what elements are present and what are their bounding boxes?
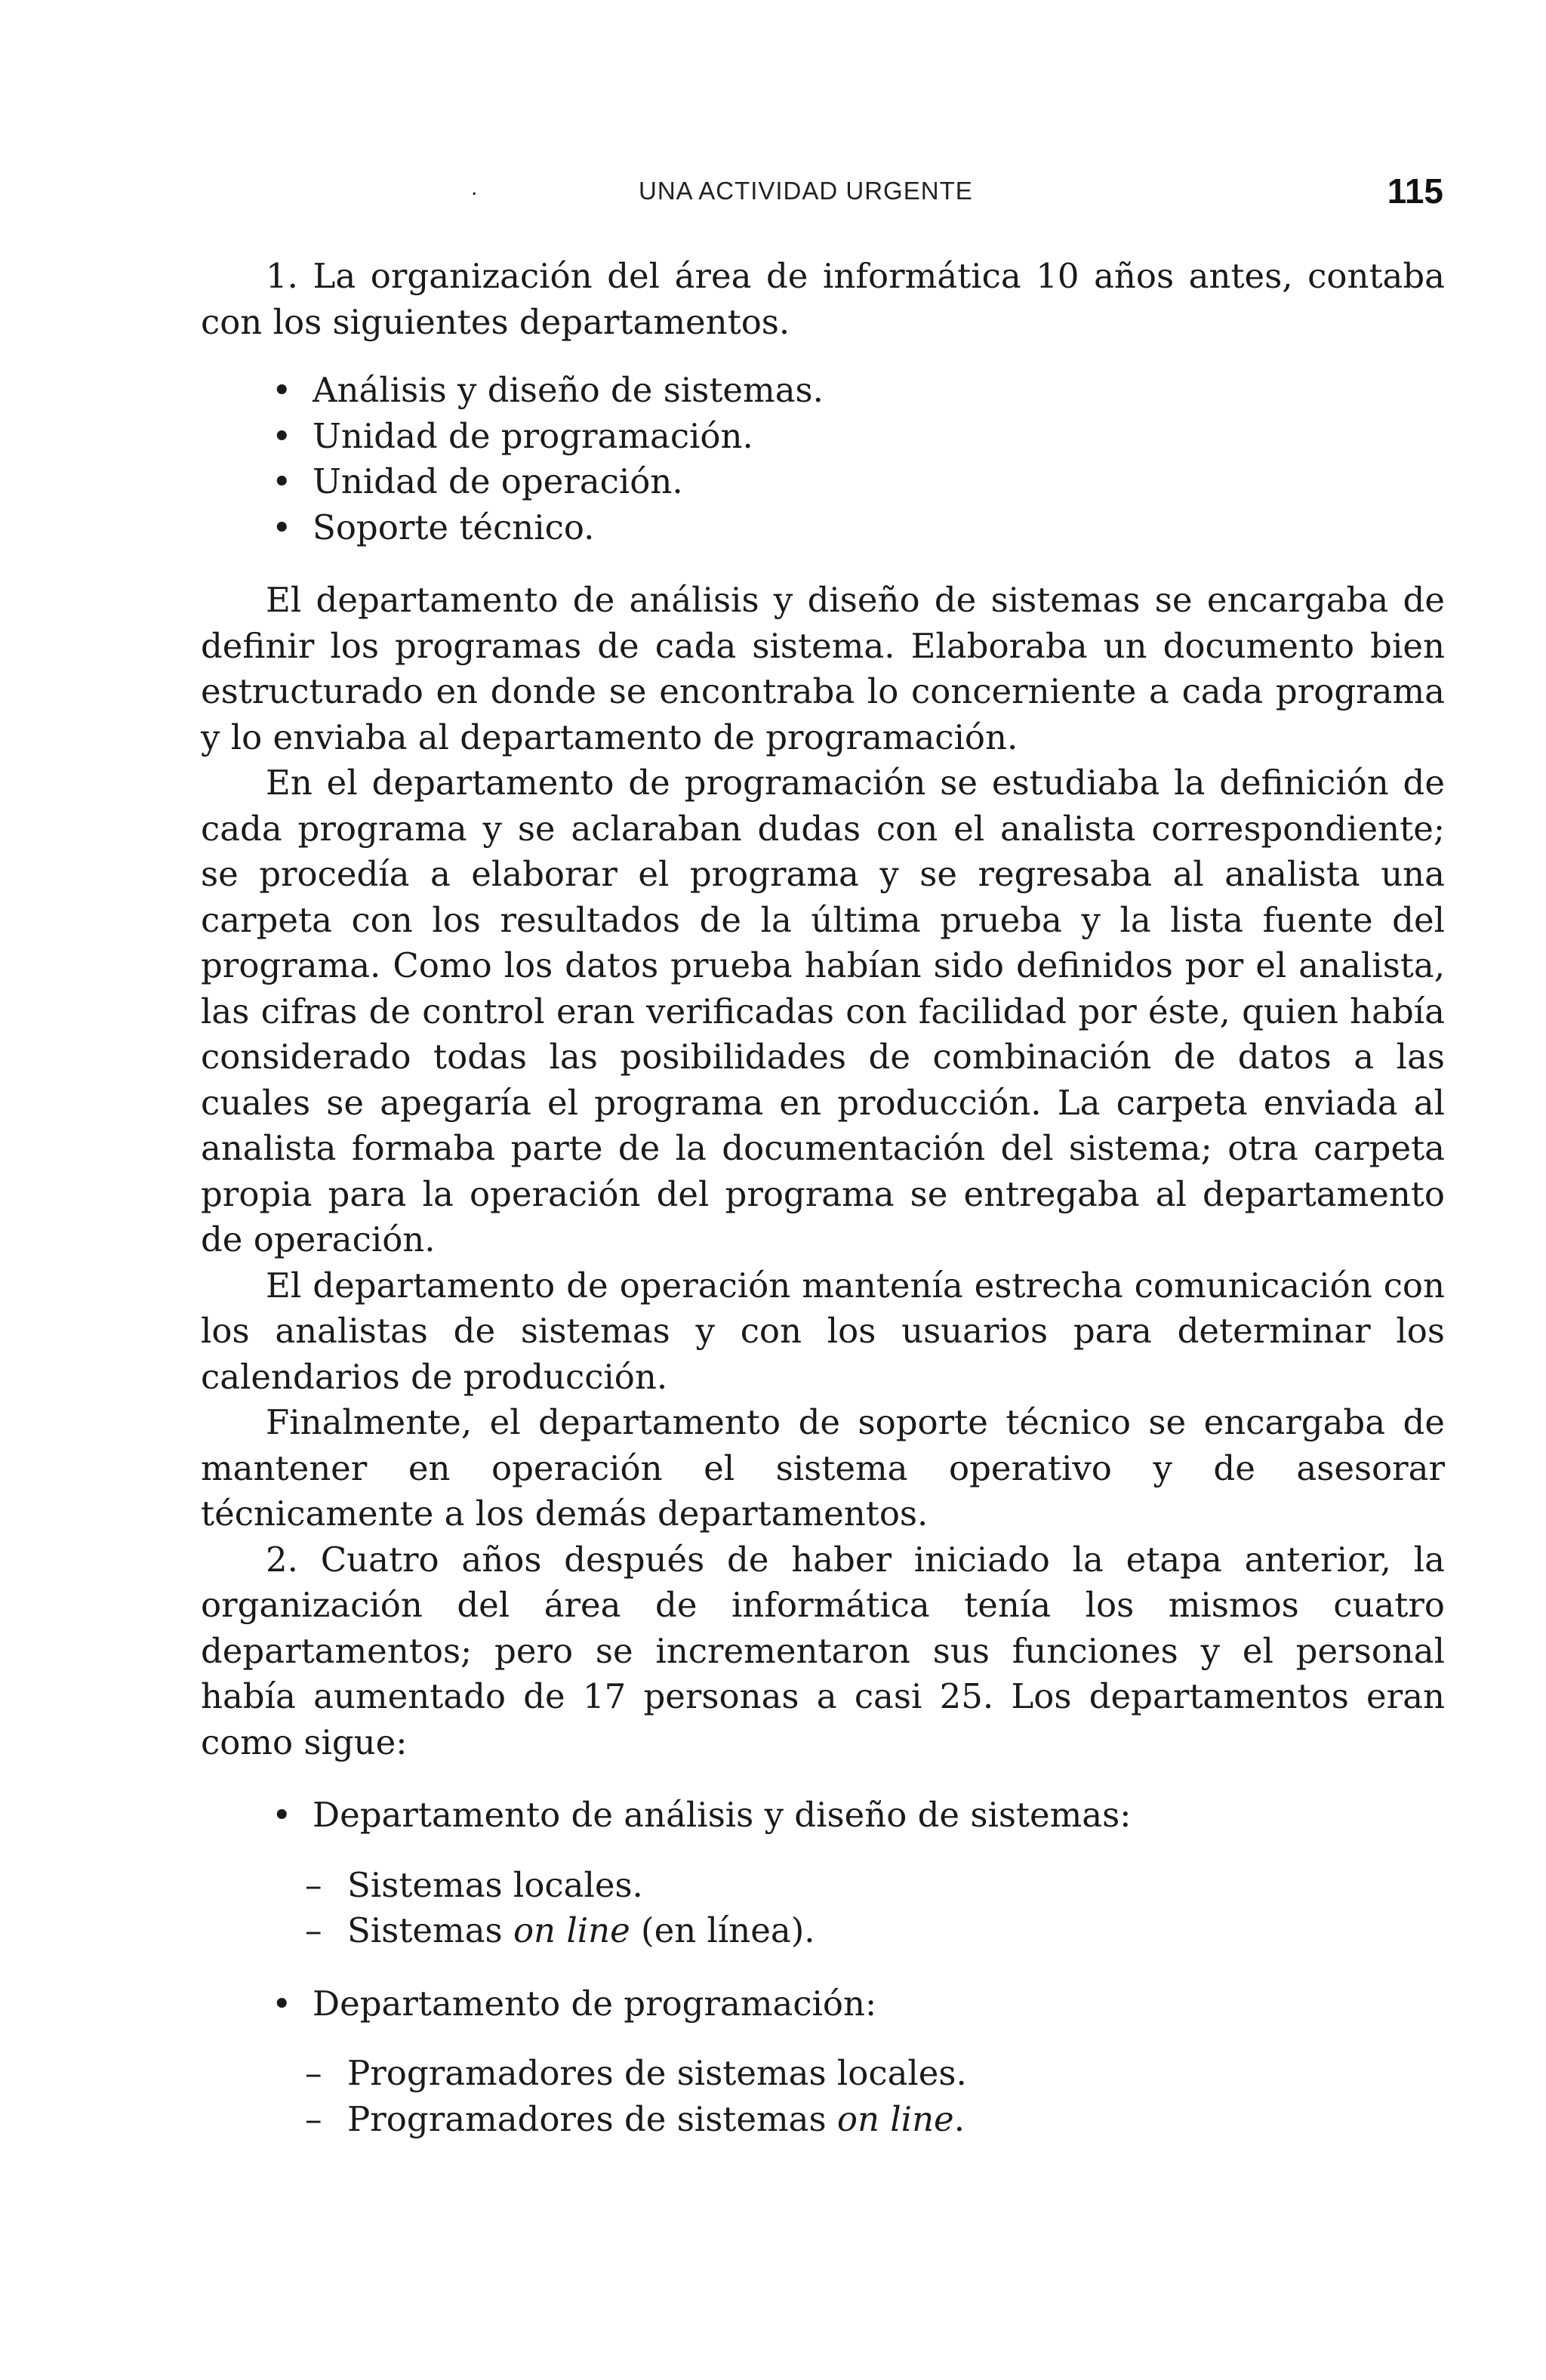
header-dot: .: [471, 175, 478, 200]
bullet-icon: •: [272, 1983, 292, 2024]
dash-icon: –: [305, 2098, 322, 2139]
bullet-icon: •: [272, 461, 292, 501]
running-head: UNA ACTIVIDAD URGENTE: [639, 177, 973, 205]
dept-analysis-label: Departamento de análisis y diseño de sistemas:: [313, 1795, 1132, 1835]
list-item: [266, 459, 1445, 505]
body-text: [201, 254, 1445, 2166]
list-item: [266, 368, 1445, 414]
list-item-text: Programadores de sistemas locales.: [347, 2053, 967, 2093]
paragraph-analysis: El departamento de análisis y diseño de sistemas se encargaba de definir los programas de cada sistema. Elaboraba un documento bien estructurado en donde se encontraba lo concerniente a cada programa y lo enviaba al departamento de programación.: [201, 580, 1445, 757]
dash-icon: –: [305, 1864, 322, 1905]
paragraph-programming: En el departamento de programación se estudiaba la definición de cada programa y se aclaraban dudas con el analista correspondiente; se procedía a elaborar el programa y se regresaba al analista una carpeta con los resultados de la última prueba y la lista fuente del programa. Como los datos prueba habían sido definidos por el analista, las cifras de control eran verificadas con facilidad por éste, quien había considerado todas las posibilidades de combinación de datos a las cuales se apegaría el programa en producción. La carpeta enviada al analista formaba parte de la documentación del sistema; otra carpeta propia para la operación del programa se entregaba al departamento de operación.: [201, 763, 1445, 1259]
list-item-text-italic: on line: [836, 2098, 954, 2139]
list-item-text: Análisis y diseño de sistemas.: [313, 370, 824, 410]
section2-intro: 2. Cuatro años después de haber iniciado la etapa anterior, la organización del área de informática tenía los mismos cuatro departamentos; pero se incrementaron sus funciones y el personal había aumentado de 17 personas a casi 25. Los departamentos eran como sigue:: [201, 1539, 1445, 1762]
dash-icon: –: [305, 2053, 322, 2093]
dept-analysis-sublist: [201, 1863, 1445, 1954]
list-item: [266, 505, 1445, 551]
department-list: [201, 368, 1445, 550]
list-item-text: Unidad de programación.: [313, 415, 753, 456]
bullet-icon: •: [272, 507, 292, 547]
list-item: [305, 1908, 1445, 1954]
section1-intro: 1. La organización del área de informática 10 años antes, contaba con los siguientes departamentos.: [201, 256, 1445, 342]
dept-programming-label: Departamento de programación:: [313, 1983, 877, 2024]
dept-analysis-heading: [201, 1793, 1445, 1839]
list-item-text-italic: on line: [513, 1910, 630, 1950]
bullet-icon: •: [272, 370, 292, 410]
paragraph-support: Finalmente, el departamento de soporte técnico se encargaba de mantener en operación el sistema operativo y de asesorar técnicamente a los demás departamentos.: [201, 1402, 1445, 1534]
paragraph-operation: El departamento de operación mantenía estrecha comunicación con los analistas de sistemas y con los usuarios para determinar los calendarios de producción.: [201, 1265, 1445, 1397]
bullet-icon: •: [272, 1795, 292, 1835]
list-item: [266, 414, 1445, 460]
list-item-text: Unidad de operación.: [313, 461, 683, 501]
list-item-text: Sistemas locales.: [347, 1864, 643, 1905]
dept-programming-sublist: [201, 2051, 1445, 2142]
page-number: 115: [1387, 171, 1443, 211]
bullet-icon: •: [272, 415, 292, 456]
list-item-text-suffix: (en línea).: [630, 1910, 815, 1950]
list-item-text: Soporte técnico.: [313, 507, 595, 547]
list-item-text-prefix: Programadores de sistemas: [347, 2098, 837, 2139]
list-item: [305, 2097, 1445, 2143]
list-item-text-suffix: .: [953, 2098, 965, 2139]
list-item-text-prefix: Sistemas: [347, 1910, 513, 1950]
list-item: [305, 1863, 1445, 1909]
list-item: [305, 2051, 1445, 2097]
dash-icon: –: [305, 1910, 322, 1950]
dept-programming-heading: [201, 1981, 1445, 2027]
